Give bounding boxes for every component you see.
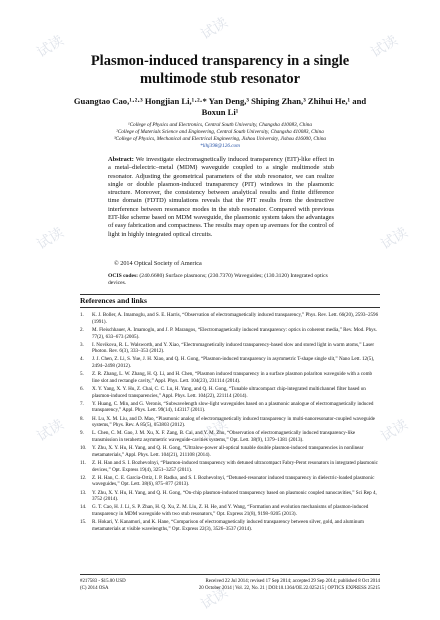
reference-item <box>80 475 380 488</box>
reference-number: 3. <box>80 341 84 348</box>
divider <box>80 574 380 575</box>
reference-text: Z. R. Zhang, L. W. Zhang, H. Q. Li, and H. Chen, “Plasmon induced transparency in a surface plasmon polariton waveguide with a comb line slot and rectangle cavity,” Appl. Phys. Lett. 104(23), 231114 (2014). <box>92 371 373 384</box>
abstract <box>108 156 334 239</box>
ocis-label: OCIS codes: <box>108 273 138 279</box>
paper-title: Plasmon-induced transparency in a single multimode stub resonator <box>90 53 350 87</box>
reference-item <box>80 401 380 414</box>
reference-text: Y. Zhu, X. Y. Hu, H. Yang, and Q. H. Gong, “On-chip plasmon-induced transparency based on plasmonic coupled nanocavities,” Sci Rep 4, 3752 (2014). <box>92 489 377 503</box>
watermark: 试读 <box>378 416 411 446</box>
reference-item <box>80 386 380 399</box>
watermark: 试读 <box>34 416 67 446</box>
reference-number: 9. <box>80 430 84 437</box>
reference-number: 8. <box>80 415 84 422</box>
reference-number: 12. <box>80 474 87 481</box>
reference-item <box>80 342 380 355</box>
abstract-text: We investigate electromagnetically induced transparency (EIT)-like effect in a metal–dielectric–metal (MDM) waveguide coupled to a single multimode stub resonator. Adjusting the geometrical parameters of the stub resonator, we can realize single or double plasmon-induced transparency (PIT) windows in the plasmonic structure. Moreover, the consistency between analytical results and finite difference time domain (FDTD) simulations reveals that the PIT results from the destructive interference between resonance modes in the stub resonator. Compared with previous EIT-like scheme based on MDM waveguide, the plasmonic system takes the advantages of easy fabrication and compactness. The results may open up avenues for the control of light in highly integrated optical circuits. <box>108 156 335 238</box>
reference-number: 7. <box>80 400 84 407</box>
reference-item <box>80 371 380 384</box>
footer-row-1 <box>80 578 380 585</box>
publication-history: Received 22 Jul 2014; revised 17 Sep 2014; accepted 29 Sep 2014; published 8 Oct 2014 <box>205 579 380 584</box>
reference-number: 15. <box>80 519 87 526</box>
divider <box>80 294 380 295</box>
reference-item <box>80 430 380 443</box>
affiliation-3: ³College of Physics, Mechanical and Electrical Engineering, Jishou University, Jishou 416000, China <box>113 136 327 142</box>
reference-item <box>80 312 380 325</box>
reference-item <box>80 490 380 503</box>
reference-number: 1. <box>80 312 84 318</box>
reference-number: 4. <box>80 356 84 363</box>
reference-number: 10. <box>80 445 87 452</box>
reference-number: 11. <box>80 459 87 466</box>
page-footer <box>80 574 380 592</box>
reference-text: G. T. Cao, H. J. Li, S. P. Zhan, H. Q. Xu, Z. M. Liu, Z. H. He, and Y. Wang, “Formation and evolution mechanisms of plasmon-induced transparency in MDM waveguide with two stub resonators,” Opt. Express 21(8), 9198–9205 (2013). <box>92 504 369 518</box>
abstract-label: Abstract: <box>108 156 134 163</box>
watermark: 试读 <box>198 584 231 614</box>
reference-text: L. Chen, C. M. Gao, J. M. Xu, X. F. Zang, B. Cai, and Y. M. Zhu, “Observation of electromagnetically induced transparency-like transmission in terahertz asymmetric waveguide-cavities systems,” Opt. Lett. 38(9), 1379–1381 (2013). <box>92 430 356 444</box>
watermark: 试读 <box>368 32 401 62</box>
copyright-notice: © 2014 Optical Society of America <box>114 260 202 267</box>
ocis-text: (240.6680) Surface plasmons; (230.7370) Waveguides; (130.3120) Integrated optics devices. <box>108 273 328 287</box>
reference-text: R. Hokari, Y. Kanamori, and K. Hane, “Comparison of electromagnetically induced transparency between silver, gold, and aluminum metamaterials at visible wavelengths,” Opt. Express 22(3), 3526–3537 (2014). <box>92 519 364 532</box>
reference-list <box>80 312 380 534</box>
references-heading: References and links <box>80 296 147 305</box>
osa-copyright: (C) 2014 OSA <box>80 586 109 591</box>
author-list: Guangtao Cao,¹·²·³ Hongjian Li,¹·²·* Yan Deng,³ Shiping Zhan,³ Zhihui He,¹ and Boxun Li¹ <box>73 96 367 117</box>
reference-text: H. Lu, X. M. Liu, and D. Mao, “Plasmonic analog of electromagnetically induced transparency in multi-nanoresonator-coupled waveguide systems,” Phys. Rev. A 85(5), 053803 (2012). <box>92 415 375 429</box>
reference-item <box>80 519 380 532</box>
watermark: 试读 <box>34 224 67 254</box>
ocis-codes <box>108 273 334 288</box>
reference-text: Z. H. Han, C. E. Garcia-Ortiz, I. P. Radko, and S. I. Bozhevolnyi, “Detuned-resonator induced transparency in dielectric-loaded plasmonic waveguides,” Opt. Lett. 38(6), 875–877 (2013). <box>92 474 375 488</box>
watermark: 试读 <box>378 224 411 254</box>
journal-citation: 20 October 2014 | Vol. 22, No. 21 | DOI:10.1364/OE.22.025215 | OPTICS EXPRESS 25215 <box>198 586 380 591</box>
reference-item <box>80 356 380 369</box>
reference-text: I. Novikova, R. L. Walsworth, and Y. Xiao, “Electromagnetically induced transparency-based slow and stored light in warm atoms,” Laser Photon. Rev. 6(3), 333–353 (2012). <box>92 341 375 355</box>
reference-item <box>80 327 380 340</box>
affiliation-1: ¹College of Physics and Electronics, Central South University, Changsha 410083, China <box>128 122 312 128</box>
reference-text: X. Y. Yang, X. Y. Hu, Z. Chai, C. C. Lu, H. Yang, and Q. H. Gong, “Tunable ultracompact chip-integrated multichannel filter based on plasmon-induced transparencies,” Appl. Phys. Lett. 104(22), 221114 (2014). <box>92 385 366 399</box>
affiliation-2: ²College of Materials Science and Engineering, Central South University, Changsha 410083, China <box>116 129 324 135</box>
reference-number: 5. <box>80 371 84 378</box>
corresponding-email-link[interactable]: *lihj398@126.com <box>200 143 240 149</box>
watermark: 试读 <box>198 416 231 446</box>
reference-item <box>80 416 380 429</box>
reference-number: 13. <box>80 489 87 496</box>
reference-number: 2. <box>80 326 84 333</box>
reference-text: M. Fleischhauer, A. Imamoglu, and J. P. Marangos, “Electromagnetically induced transparency: optics in coherent media,” Rev. Mod. Phys. 77(2), 633–673 (2005). <box>92 326 377 340</box>
reference-number: 14. <box>80 504 87 511</box>
reference-text: K. J. Boller, A. Imamoglu, and S. E. Harris, “Observation of electromagnetically induced transparency,” Phys. Rev. Lett. 66(20), 2593–2596 (1991). <box>92 312 379 325</box>
reference-item <box>80 504 380 517</box>
reference-text: J. J. Chen, Z. Li, S. Yue, J. H. Xiao, and Q. H. Gong, “Plasmon-induced transparency in asymmetric T-shape single slit,” Nano Lett. 12(5), 2494–2498 (2012). <box>92 356 375 370</box>
reference-text: Y. Huang, C. Min, and G. Veronis, “Subwavelength slow-light waveguides based on a plasmonic analogue of electromagnetically induced transparency,” Appl. Phys. Lett. 99(14), 143117 (2011). <box>92 400 374 414</box>
manuscript-id: #217583 - $15.00 USD <box>80 579 126 584</box>
reference-text: Y. Zhu, X. Y. Hu, H. Yang, and Q. H. Gong, “Ultralow-power all-optical tunable double plasmon-induced transparencies in nonlinear metamaterials,” Appl. Phys. Lett. 104(21), 211108 (2014). <box>92 445 364 458</box>
watermark: 试读 <box>198 14 231 44</box>
reference-item <box>80 445 380 458</box>
divider <box>80 307 380 308</box>
reference-number: 6. <box>80 385 84 392</box>
footer-row-2 <box>80 585 380 592</box>
reference-item <box>80 460 380 473</box>
affiliations <box>84 122 356 150</box>
watermark: 试读 <box>34 32 67 62</box>
reference-text: Z. H. Han and S. I. Bozhevolnyi, “Plasmon-induced transparency with detuned ultracompact Fabry-Perot resonators in integrated plasmonic devices,” Opt. Express 19(4), 3251–3257 (2011). <box>92 459 378 473</box>
